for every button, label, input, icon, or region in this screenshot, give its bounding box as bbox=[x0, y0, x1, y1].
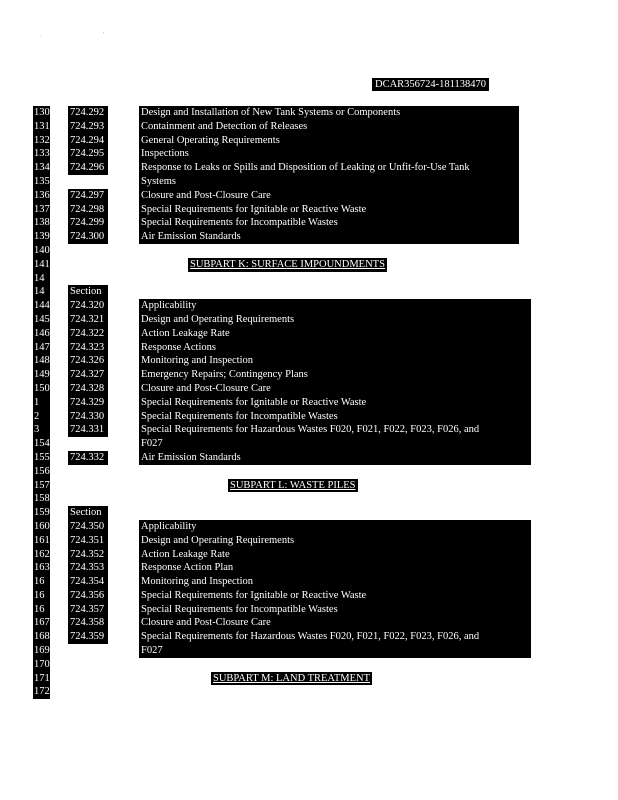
section-number: 724.331 bbox=[68, 423, 108, 437]
section-number: 724.320 bbox=[68, 299, 108, 313]
section-title: Special Requirements for Incompatible Wastes bbox=[139, 410, 531, 424]
listing-row bbox=[0, 354, 618, 368]
line-number: 160 bbox=[34, 520, 50, 532]
listing-row bbox=[0, 244, 618, 258]
line-number: 148 bbox=[34, 355, 50, 367]
listing-row bbox=[0, 147, 618, 161]
section-number: 724.328 bbox=[68, 382, 108, 396]
line-number: 132 bbox=[34, 134, 50, 146]
section-number: 724.321 bbox=[68, 313, 108, 327]
section-title: Monitoring and Inspection bbox=[139, 354, 531, 368]
line-number: 159 bbox=[34, 507, 50, 519]
section-title: General Operating Requirements bbox=[139, 134, 519, 148]
section-title: Applicability bbox=[139, 520, 531, 534]
listing-row bbox=[0, 561, 618, 575]
line-number: 3 bbox=[33, 423, 50, 437]
line-number: 170 bbox=[34, 658, 50, 670]
section-title: Closure and Post-Closure Care bbox=[139, 189, 519, 203]
listing-row bbox=[0, 396, 618, 410]
line-number: 135 bbox=[34, 175, 50, 187]
line-number: 145 bbox=[34, 313, 50, 325]
section-number: 724.322 bbox=[68, 327, 108, 341]
section-title: Design and Operating Requirements bbox=[139, 313, 531, 327]
listing-row bbox=[0, 423, 618, 437]
line-number: 131 bbox=[34, 120, 50, 132]
line-number: 14 bbox=[33, 272, 50, 286]
section-number: 724.357 bbox=[68, 603, 108, 617]
section-number: 724.329 bbox=[68, 396, 108, 410]
section-title: Response Actions bbox=[139, 341, 531, 355]
section-listing bbox=[0, 106, 618, 699]
line-number: 168 bbox=[34, 631, 50, 643]
section-number: 724.354 bbox=[68, 575, 108, 589]
scan-marks: . ' bbox=[40, 32, 135, 38]
listing-row bbox=[0, 492, 618, 506]
listing-row bbox=[0, 410, 618, 424]
section-title: Emergency Repairs; Contingency Plans bbox=[139, 368, 531, 382]
line-number: 16 bbox=[33, 575, 50, 589]
line-number: 162 bbox=[34, 548, 50, 560]
section-number: 724.351 bbox=[68, 534, 108, 548]
section-number: 724.299 bbox=[68, 216, 108, 230]
listing-row bbox=[0, 685, 618, 699]
listing-row bbox=[0, 520, 618, 534]
section-title: Systems bbox=[139, 175, 519, 189]
line-number: 139 bbox=[34, 231, 50, 243]
section-title: Action Leakage Rate bbox=[139, 548, 531, 562]
section-number: 724.300 bbox=[68, 230, 108, 244]
section-number: 724.359 bbox=[68, 630, 108, 644]
listing-row bbox=[0, 203, 618, 217]
line-number: 14 bbox=[33, 285, 50, 299]
listing-row bbox=[0, 134, 618, 148]
section-number: 724.330 bbox=[68, 410, 108, 424]
section-title: Air Emission Standards bbox=[139, 451, 531, 465]
listing-row bbox=[0, 272, 618, 286]
line-number: 154 bbox=[34, 438, 50, 450]
listing-row bbox=[0, 161, 618, 175]
listing-row bbox=[0, 575, 618, 589]
section-title: Special Requirements for Hazardous Wastes F020, F021, F022, F023, F026, and bbox=[139, 630, 531, 644]
line-number: 144 bbox=[34, 300, 50, 312]
line-number: 172 bbox=[34, 686, 50, 698]
section-title: Inspections bbox=[139, 147, 519, 161]
document-id: DCAR356724-181138470 bbox=[372, 78, 489, 91]
section-number: 724.353 bbox=[68, 561, 108, 575]
section-number: 724.358 bbox=[68, 616, 108, 630]
listing-row bbox=[0, 506, 618, 520]
section-title: Action Leakage Rate bbox=[139, 327, 531, 341]
section-title: Response Action Plan bbox=[139, 561, 531, 575]
listing-row bbox=[0, 548, 618, 562]
section-title: F027 bbox=[139, 644, 531, 658]
line-number: 141 bbox=[34, 258, 50, 270]
line-number: 130 bbox=[34, 107, 50, 118]
section-title: Design and Installation of New Tank Systems or Components bbox=[139, 106, 519, 120]
line-number: 169 bbox=[34, 645, 50, 657]
line-number: 155 bbox=[34, 451, 50, 463]
subpart-heading: SUBPART K: SURFACE IMPOUNDMENTS bbox=[190, 258, 385, 270]
subpart-row bbox=[0, 258, 618, 272]
listing-row bbox=[0, 658, 618, 672]
listing-row bbox=[0, 630, 618, 644]
listing-row bbox=[0, 327, 618, 341]
section-title: Closure and Post-Closure Care bbox=[139, 382, 531, 396]
section-title: Special Requirements for Incompatible Wastes bbox=[139, 216, 519, 230]
line-number: 149 bbox=[34, 369, 50, 381]
subpart-row bbox=[0, 479, 618, 493]
line-number: 157 bbox=[34, 479, 50, 491]
section-number: 724.297 bbox=[68, 189, 108, 203]
section-number: 724.292 bbox=[68, 106, 108, 120]
section-number: 724.352 bbox=[68, 548, 108, 562]
line-number: 140 bbox=[34, 244, 50, 256]
section-title: Special Requirements for Incompatible Wastes bbox=[139, 603, 531, 617]
listing-row bbox=[0, 216, 618, 230]
section-number: 724.356 bbox=[68, 589, 108, 603]
line-number: 147 bbox=[34, 341, 50, 353]
section-number: 724.298 bbox=[68, 203, 108, 217]
line-number: 16 bbox=[33, 589, 50, 603]
listing-row bbox=[0, 451, 618, 465]
listing-row bbox=[0, 644, 618, 658]
line-number: 137 bbox=[34, 203, 50, 215]
section-title: Closure and Post-Closure Care bbox=[139, 616, 531, 630]
section-title: Applicability bbox=[139, 299, 531, 313]
section-title: Monitoring and Inspection bbox=[139, 575, 531, 589]
subpart-heading: SUBPART L: WASTE PILES bbox=[230, 479, 356, 491]
listing-row bbox=[0, 534, 618, 548]
section-title: Containment and Detection of Releases bbox=[139, 120, 519, 134]
listing-row bbox=[0, 175, 618, 189]
line-number: 161 bbox=[34, 534, 50, 546]
line-number: 158 bbox=[34, 493, 50, 505]
section-number: 724.350 bbox=[68, 520, 108, 534]
listing-row bbox=[0, 616, 618, 630]
line-number: 163 bbox=[34, 562, 50, 574]
section-column-heading: Section bbox=[68, 285, 108, 299]
line-number: 171 bbox=[34, 672, 50, 684]
line-number: 146 bbox=[34, 327, 50, 339]
section-number: 724.296 bbox=[68, 161, 108, 175]
listing-row bbox=[0, 230, 618, 244]
listing-row bbox=[0, 106, 618, 120]
listing-row bbox=[0, 189, 618, 203]
section-title: Special Requirements for Ignitable or Reactive Waste bbox=[139, 396, 531, 410]
listing-row bbox=[0, 603, 618, 617]
section-title: Design and Operating Requirements bbox=[139, 534, 531, 548]
line-number: 136 bbox=[34, 189, 50, 201]
listing-row bbox=[0, 382, 618, 396]
listing-row bbox=[0, 299, 618, 313]
section-number: 724.323 bbox=[68, 341, 108, 355]
line-number: 138 bbox=[34, 217, 50, 229]
line-number: 1 bbox=[33, 396, 50, 410]
subpart-heading: SUBPART M: LAND TREATMENT bbox=[213, 672, 370, 684]
line-number: 156 bbox=[34, 465, 50, 477]
section-title: Response to Leaks or Spills and Disposition of Leaking or Unfit-for-Use Tank bbox=[139, 161, 519, 175]
line-number: 2 bbox=[33, 410, 50, 424]
line-number: 150 bbox=[34, 382, 50, 394]
line-number: 133 bbox=[34, 148, 50, 160]
section-title: Special Requirements for Hazardous Wastes F020, F021, F022, F023, F026, and bbox=[139, 423, 531, 437]
section-column-heading: Section bbox=[68, 506, 108, 520]
section-number: 724.293 bbox=[68, 120, 108, 134]
section-number: 724.294 bbox=[68, 134, 108, 148]
section-title: F027 bbox=[139, 437, 531, 451]
section-number: 724.327 bbox=[68, 368, 108, 382]
listing-row bbox=[0, 368, 618, 382]
listing-row bbox=[0, 437, 618, 451]
listing-row bbox=[0, 465, 618, 479]
listing-row bbox=[0, 120, 618, 134]
section-title: Special Requirements for Ignitable or Reactive Waste bbox=[139, 203, 519, 217]
section-number: 724.326 bbox=[68, 354, 108, 368]
listing-row bbox=[0, 589, 618, 603]
listing-row bbox=[0, 313, 618, 327]
section-title: Air Emission Standards bbox=[139, 230, 519, 244]
line-number: 16 bbox=[33, 603, 50, 617]
subpart-row bbox=[0, 672, 618, 686]
section-title: Special Requirements for Ignitable or Reactive Waste bbox=[139, 589, 531, 603]
section-number: 724.332 bbox=[68, 451, 108, 465]
section-number: 724.295 bbox=[68, 147, 108, 161]
line-number: 167 bbox=[34, 617, 50, 629]
listing-row bbox=[0, 341, 618, 355]
listing-row bbox=[0, 285, 618, 299]
line-number: 134 bbox=[34, 162, 50, 174]
